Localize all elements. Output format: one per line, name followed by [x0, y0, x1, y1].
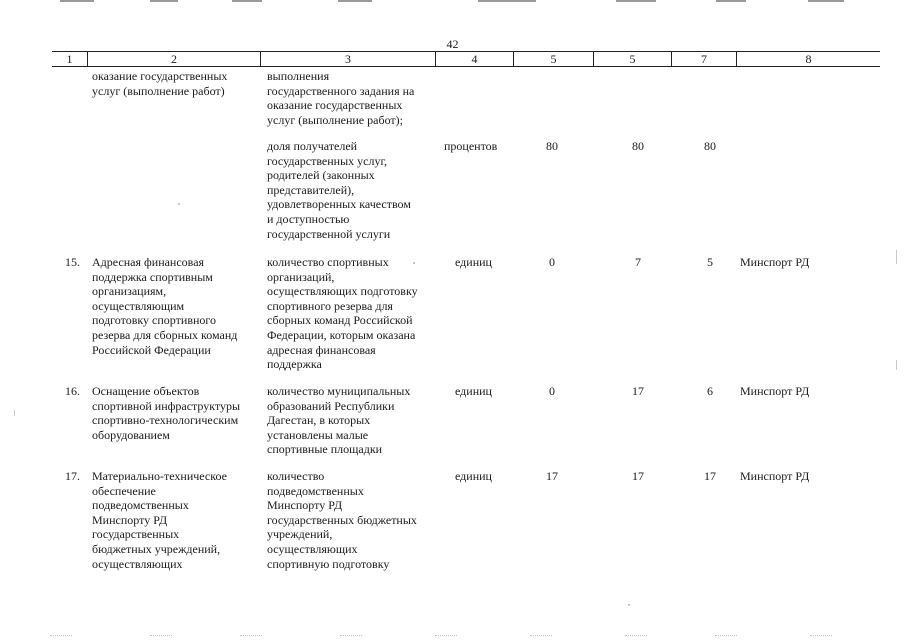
row-value-1: 0 — [549, 255, 555, 269]
scan-speck — [413, 262, 415, 264]
row-value-2: 80 — [632, 139, 644, 153]
row-value-1: 17 — [546, 469, 558, 483]
row-value-3: 80 — [704, 139, 716, 153]
row-indicator: доля получателей государственных услуг, родителей (законных представителей), удовлетворенных качеством и доступностью государственной услуги — [267, 139, 411, 241]
row-executor: Минспорт РД — [740, 469, 810, 483]
header-col-5: 5 — [513, 52, 593, 66]
header-col-3: 3 — [260, 52, 435, 66]
row-unit: единиц — [455, 384, 492, 398]
header-col-8: 8 — [736, 52, 880, 66]
header-col-7: 7 — [671, 52, 736, 66]
header-col-4: 4 — [435, 52, 513, 66]
row-value-1: 80 — [546, 139, 558, 153]
row-event: Оснащение объектов спортивной инфраструктуры спортивно-технологическим оборудованием — [92, 384, 241, 442]
row-index: 16. — [65, 384, 80, 398]
row-value-2: 7 — [635, 255, 641, 269]
row-index: 17. — [65, 469, 80, 483]
row-value-3: 17 — [704, 469, 716, 483]
page-number: 42 — [446, 37, 459, 51]
row-event: оказание государственных услуг (выполнение работ) — [92, 69, 228, 98]
row-indicator: количество муниципальных образований Республики Дагестан, в которых установлены малые спортивные площадки — [267, 384, 411, 457]
scan-speck — [896, 360, 897, 370]
row-executor: Минспорт РД — [740, 384, 810, 398]
row-unit: единиц — [455, 255, 492, 269]
table-header-row — [52, 51, 880, 67]
row-value-2: 17 — [632, 384, 644, 398]
row-index: 15. — [65, 255, 80, 269]
row-value-3: 5 — [707, 255, 713, 269]
row-indicator: выполнения государственного задания на оказание государственных услуг (выполнение работ); — [267, 69, 415, 127]
row-event: Адресная финансовая поддержка спортивным организациям, осуществляющим подготовку спортивного резерва для сборных команд Российской Федерации — [92, 255, 238, 357]
row-executor: Минспорт РД — [740, 255, 810, 269]
row-unit: процентов — [444, 139, 498, 153]
scan-speck — [14, 410, 15, 416]
scan-speck — [896, 250, 897, 264]
row-value-2: 17 — [632, 469, 644, 483]
scan-bottom-noise — [40, 630, 880, 636]
scan-edge-marks — [0, 0, 905, 3]
row-indicator: количество подведомственных Минспорту РД государственных бюджетных учреждений, осуществляющих спортивную подготовку — [267, 469, 417, 571]
header-col-2: 2 — [87, 52, 260, 66]
header-col-1: 1 — [66, 52, 73, 66]
row-unit: единиц — [455, 469, 492, 483]
header-col-6: 5 — [593, 52, 671, 66]
row-value-3: 6 — [707, 384, 713, 398]
row-event: Материально-техническое обеспечение подведомственных Минспорту РД государственных бюджетных учреждений, осуществляющих — [92, 469, 227, 571]
row-value-1: 0 — [549, 384, 555, 398]
row-indicator: количество спортивных организаций, осуществляющих подготовку спортивного резерва для сборных команд Российской Федерации, которым оказана адресная финансовая поддержка — [267, 255, 418, 372]
scan-speck — [178, 203, 180, 205]
scan-speck — [628, 604, 630, 606]
